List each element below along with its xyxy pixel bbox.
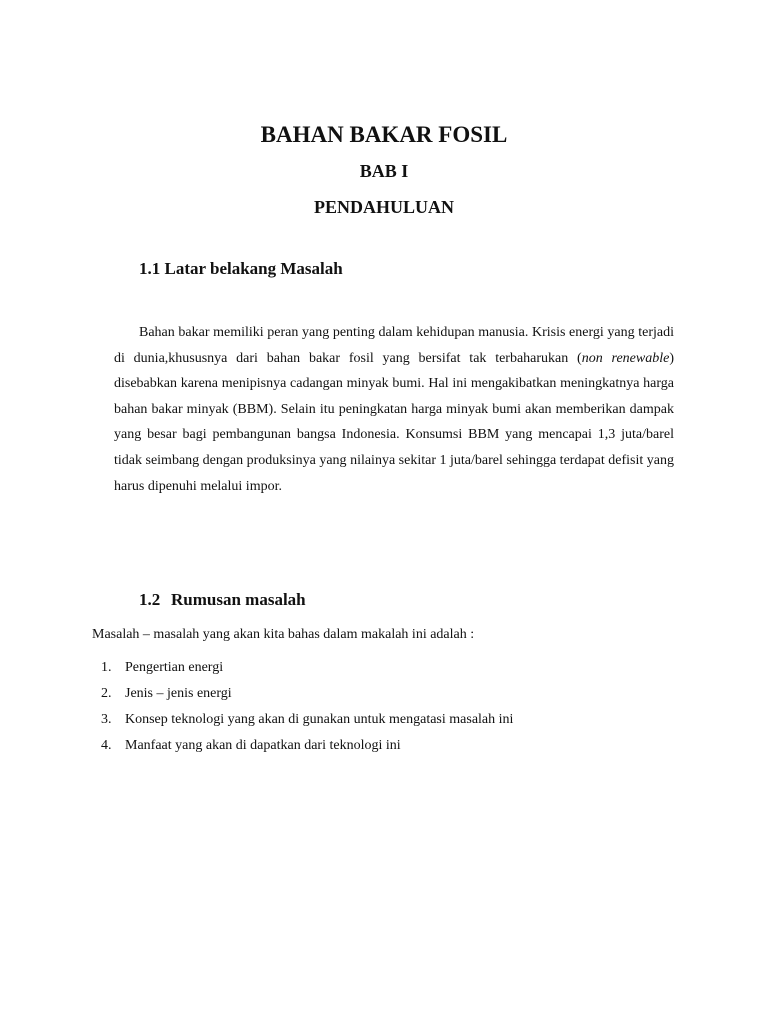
list-item-number: 3. bbox=[101, 712, 112, 727]
list-item-number: 1. bbox=[101, 660, 112, 675]
section-heading-text: Rumusan masalah bbox=[171, 590, 306, 609]
paragraph-italic-term: non renewable bbox=[581, 350, 670, 366]
list-item-text: Jenis – jenis energi bbox=[125, 686, 232, 701]
chapter-title: PENDAHULUAN bbox=[313, 197, 454, 217]
problem-intro: Masalah – masalah yang akan kita bahas dalam makalah ini adalah : bbox=[92, 627, 475, 642]
section-heading-number: 1.2 bbox=[139, 590, 161, 609]
list-item-text: Pengertian energi bbox=[125, 660, 224, 675]
paragraph-text-end: ) disebabkan karena menipisnya cadangan minyak bumi. Hal ini mengakibatkan meningkatnya harga bahan bakar minyak (BBM). Selain itu peningkatan harga minyak bumi akan memberikan dampak yang besar bagi pembangunan bangsa Indonesia. Konsumsi BBM yang mencapai 1,3 juta/barel tidak seimbang dengan produksinya yang nilainya sekitar 1 juta/barel sehingga terdapat defisit yang harus dipenuhi melalui impor. bbox=[114, 350, 674, 494]
section-heading-problem bbox=[139, 590, 306, 610]
chapter-number: BAB I bbox=[359, 161, 409, 181]
paragraph-text-start: Bahan bakar memiliki peran yang penting dalam kehidupan manusia. Krisis energi yang terjadi di dunia,khususnya dari bahan bakar fosil yang bersifat tak terbaharukan ( bbox=[114, 325, 674, 366]
list-item-text: Manfaat yang akan di dapatkan dari teknologi ini bbox=[125, 738, 401, 753]
list-item-number: 2. bbox=[101, 686, 112, 701]
document-title: BAHAN BAKAR FOSIL bbox=[260, 122, 508, 147]
list-item-text: Konsep teknologi yang akan di gunakan untuk mengatasi masalah ini bbox=[125, 712, 514, 727]
section-heading-background: 1.1 Latar belakang Masalah bbox=[139, 259, 343, 278]
list-item-number: 4. bbox=[101, 738, 112, 753]
background-paragraph bbox=[114, 320, 674, 499]
